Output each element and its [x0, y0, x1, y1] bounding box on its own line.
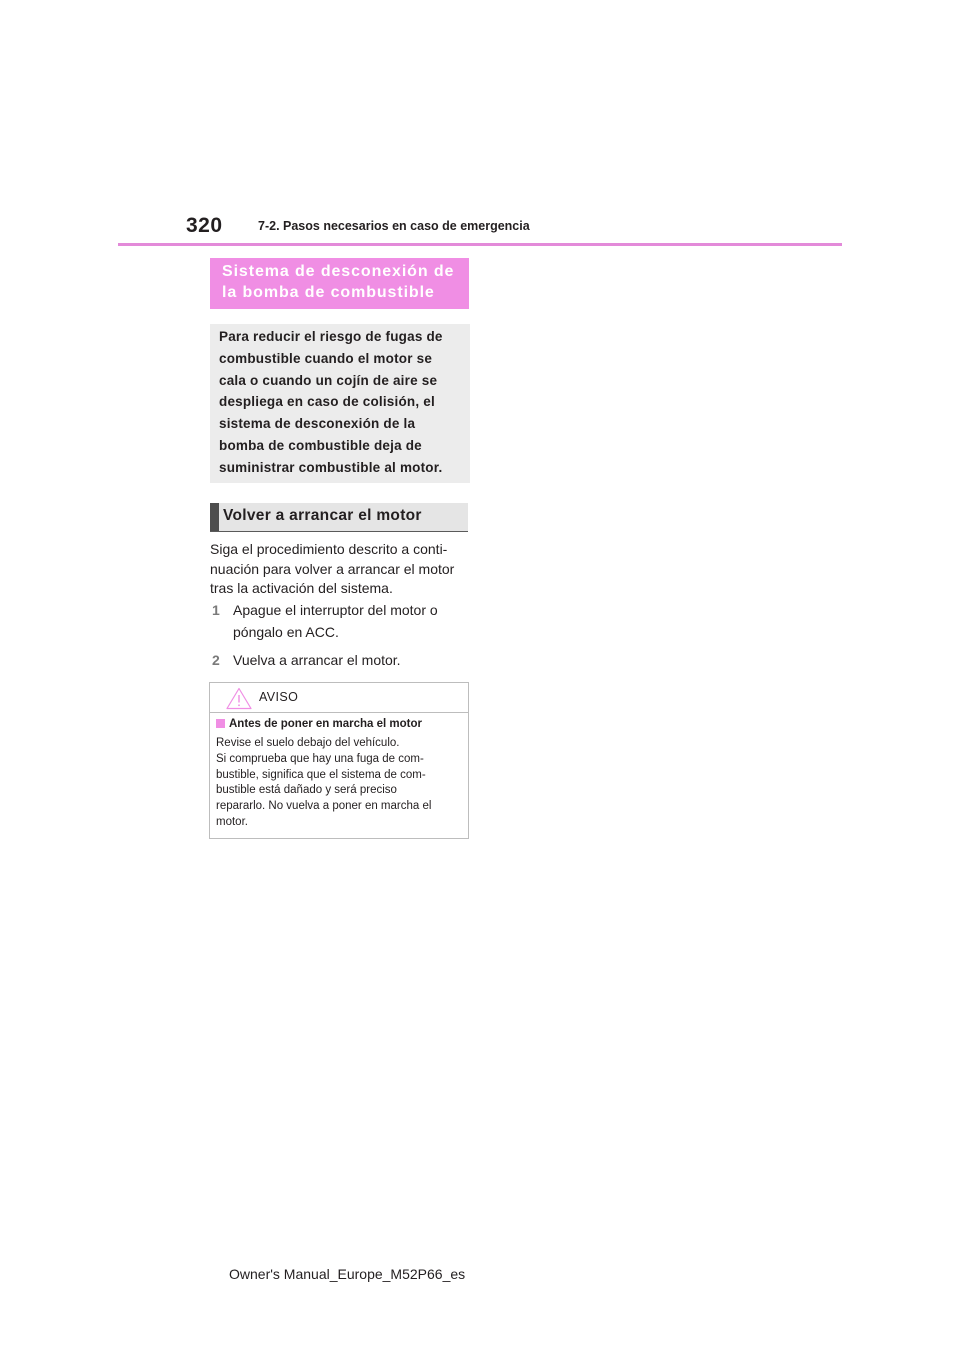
restart-heading-label: Volver a arrancar el motor — [223, 507, 422, 524]
summary-line: combustible cuando el motor se — [219, 350, 433, 366]
summary-box — [210, 324, 470, 483]
square-bullet-icon — [216, 719, 225, 728]
page-number: 320 — [186, 214, 223, 237]
intro-line: Siga el procedimiento descrito a conti- — [210, 541, 448, 557]
warning-body-line: Revise el suelo debajo del vehículo. — [216, 737, 400, 749]
restart-heading — [210, 503, 468, 532]
step-1 — [210, 599, 470, 643]
step-2 — [210, 649, 470, 671]
step-text-line: Vuelva a arrancar el motor. — [233, 652, 401, 668]
warning-triangle-icon — [226, 687, 252, 710]
warning-body-line: bustible, significa que el sistema de com- — [216, 768, 426, 781]
warning-body — [216, 736, 468, 831]
intro-line: tras la activación del sistema. — [210, 580, 393, 596]
restart-intro — [210, 540, 480, 599]
step-number: 1 — [212, 602, 220, 618]
summary-line: despliega en caso de colisión, el — [219, 394, 435, 410]
summary-line: Para reducir el riesgo de fugas de — [219, 329, 443, 344]
warning-body-line: motor. — [216, 815, 248, 828]
pink-title-line-2: la bomba de combustible — [222, 284, 435, 301]
pink-title-line-1: Sistema de desconexión de — [222, 263, 455, 280]
summary-line: sistema de desconexión de la — [219, 416, 416, 432]
warning-label: AVISO — [259, 690, 299, 704]
section-title: 7-2. Pasos necesarios en caso de emergencia — [258, 219, 530, 233]
warning-header — [210, 683, 468, 713]
header-divider — [118, 243, 842, 246]
step-text-line: póngalo en ACC. — [233, 624, 339, 640]
step-text-line: Apague el interruptor del motor o — [233, 602, 438, 618]
warning-body-line: Si comprueba que hay una fuga de com- — [216, 752, 424, 765]
warning-body-line: repararlo. No vuelva a poner en marcha el — [216, 800, 432, 813]
footer-document-id: Owner's Manual_Europe_M52P66_es — [229, 1266, 466, 1282]
heading-accent-bar — [210, 503, 219, 531]
summary-line: bomba de combustible deja de — [219, 437, 422, 453]
summary-line: suministrar combustible al motor. — [219, 459, 443, 475]
pink-title-box — [210, 258, 469, 309]
warning-subheading-text: Antes de poner en marcha el motor — [229, 718, 422, 730]
warning-body-line: bustible está dañado y será preciso — [216, 784, 397, 797]
summary-line: cala o cuando un cojín de aire se — [219, 372, 438, 388]
warning-box — [209, 682, 469, 839]
intro-line: nuación para volver a arrancar el motor — [210, 560, 455, 577]
step-number: 2 — [212, 652, 220, 668]
warning-subheading — [216, 718, 422, 730]
